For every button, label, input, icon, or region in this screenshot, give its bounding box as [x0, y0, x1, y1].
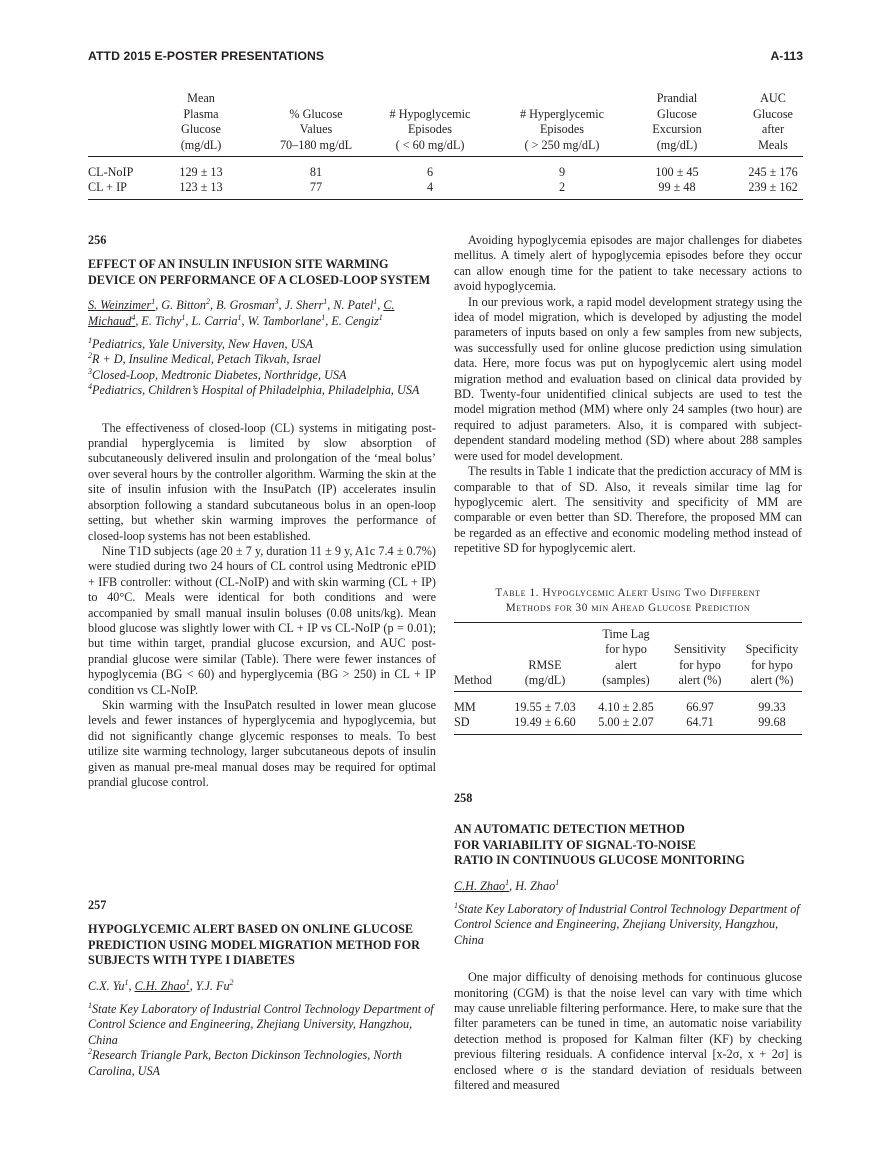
affiliation-marker: 2 — [88, 1047, 92, 1057]
affiliation-marker: 1 — [124, 977, 129, 987]
table-cell: 5.00 ± 2.07 — [598, 714, 654, 729]
affiliation: $^2$R + D, Insuline Medical, Petach Tikvah, Israel — [88, 351, 321, 367]
affiliation-marker: 1 — [378, 312, 383, 322]
author-name: W. Tamborlane$^1$ — [247, 312, 326, 328]
table-cell: 66.97 — [686, 699, 714, 714]
abstract-number: 258 — [454, 791, 473, 805]
table-row — [454, 700, 802, 715]
affiliation-marker: 1 — [151, 297, 156, 307]
paragraph: In our previous work, a rapid model development strategy using the idea of model migration, which is developed by adjusting the model parameters of inputs based on only a few samples from new subjects, was successfully used for online glucose prediction using simulation data. Here, more focus was put on hypoglycemic alert using model migration method and evaluation based on clinical data provided by BD. Twenty-four unidentified clinical subjects are used to test the model migration method (MM) where only 24 samples (two hour) are required to adjust parameters. Also, it is compared with subject-dependent standard modeling method (SD) where about 288 samples were used for model development. — [454, 294, 802, 463]
paragraph: Nine T1D subjects (age 20 ± 7 y, duration 11 ± 9 y, A1c 7.4 ± 0.7%) were studied during two 24 hours of CL control using Medtronic ePID + IFB controller: without (CL-NoIP) and with skin warming (CL + IP) to 40°C. Meals were identical for both conditions and were accompanied by small manual insulin boluses (0.08 units/kg). Mean blood glucose was slightly lower with CL + IP vs CL-NoIP (p = 0.01); but time within target, prandial glucose excursion, and AUC post-prandial glucose were similar (Table). There were fewer instances of hypoglycemia (BG < 60) and hyperglycemia (BG > 250) in CL + IP condition vs CL-NoIP. — [88, 543, 436, 697]
author-name: S. Weinzimer$^1$ — [88, 297, 156, 313]
hypo-alert-table — [454, 622, 802, 736]
abstract-258 — [454, 791, 802, 1094]
affiliation-marker: 1 — [373, 297, 378, 307]
affiliation-marker: 1 — [454, 900, 458, 910]
paragraph: One major difficulty of denoising methods for continuous glucose monitoring (CGM) is that the noise level can vary with time which may cause unreliable filtering performance. Here, to make sure that the filter parameters can be tuned in time, an automatic noise variability detection method is proposed for Kalman filter (KF) by checking previous filtering residuals. A confidence interval [x-2σ, x + 2σ] is enclosed where σ is the standard deviation of residuals between filtered and measured — [454, 970, 802, 1093]
abstract-title: HYPOGLYCEMIC ALERT BASED ON ONLINE GLUCOSE PREDICTION USING MODEL MIGRATION METHOD FOR SUBJECTS WITH TYPE I DIABETES — [88, 922, 420, 968]
table-cell: CL-NoIP — [88, 165, 134, 179]
paragraph: The effectiveness of closed-loop (CL) systems in mitigating post-prandial hyperglycemia is limited by slow absorption of subcutaneously delivered insulin and prolongation of the ‘meal bolus’ over several hours by the controller algorithm. Warming the skin at the site of insulin infusion with the InsuPatch (IP) accelerates insulin absorption following a standard subcutaneous bolus in an open-loop setting, but whether skin warming improves the performance of closed-loop systems has not been established. — [88, 420, 436, 543]
affiliation-list — [88, 337, 436, 399]
affiliation-marker: 1 — [185, 977, 190, 987]
affiliation-marker: 1 — [88, 1000, 92, 1010]
paragraph: Avoiding hypoglycemia episodes are major challenges for diabetes mellitus. A timely alert of hypoglycemia episodes before they occur can allow enough time for the patient to take necessary actions to avoid hypoglycemia. — [454, 233, 802, 294]
affiliation: $^3$Closed-Loop, Medtronic Diabetes, Northridge, USA — [88, 366, 347, 382]
author-name: H. Zhao$^1$ — [515, 877, 560, 893]
table-cell: 81 — [309, 165, 323, 179]
affiliation-marker: 1 — [181, 312, 186, 322]
table-cell: 77 — [309, 180, 323, 195]
affiliation-marker: 2 — [205, 297, 210, 307]
author-name: L. Carria$^1$ — [191, 312, 242, 328]
table-body — [454, 692, 802, 735]
affiliation-marker: 3 — [274, 297, 279, 307]
affiliation: $^1$State Key Laboratory of Industrial Control Technology Department of Control Science and Engineering, Zhejiang University, Hangzhou, China — [454, 900, 800, 947]
abstract-number: 257 — [88, 898, 107, 912]
table-cell: CL + IP — [88, 180, 127, 195]
affiliation-list — [454, 902, 802, 948]
page-number: A-113 — [770, 49, 803, 63]
table-cell: 6 — [426, 165, 434, 179]
author-name: C.X. Yu$^1$ — [88, 977, 129, 993]
abstract-257-header — [88, 898, 436, 1079]
affiliation-marker: 1 — [505, 877, 510, 887]
affiliation-list — [88, 1002, 436, 1079]
column-header: RMSE (mg/dL) — [524, 657, 566, 688]
author-name: Y.J. Fu$^2$ — [195, 977, 234, 993]
author-name: N. Patel$^1$ — [333, 297, 378, 313]
table-cell: 99.68 — [758, 714, 786, 729]
title-line: RATIO IN CONTINUOUS GLUCOSE MONITORING — [454, 853, 745, 868]
table-cell: 19.55 ± 7.03 — [514, 699, 576, 714]
column-header: Mean Plasma Glucose (mg/dL) — [180, 91, 222, 152]
abstract-body — [88, 421, 436, 791]
table-cell: 129 ± 13 — [179, 165, 223, 179]
author-list: S. Weinzimer$^1$, G. Bitton$^2$, B. Grosman$^3$, J. Sherr$^1$, N. Patel$^1$, C. Michaud$^4$, E. Tichy$^1$, L. Carria$^1$, W. Tamborlane$^1$, E. Cengiz$^1$ — [88, 297, 395, 328]
author-list: C.X. Yu$^1$, C.H. Zhao$^1$, Y.J. Fu$^2$ — [88, 977, 234, 993]
table-row — [88, 165, 803, 180]
author-name: B. Grosman$^3$ — [216, 297, 279, 313]
table-row — [88, 180, 803, 195]
table-cell: 4.10 ± 2.85 — [598, 699, 654, 714]
abstract-number: 256 — [88, 233, 107, 247]
affiliation-marker: 4 — [88, 382, 92, 392]
table-cell: 239 ± 162 — [748, 180, 798, 195]
title-line: AN AUTOMATIC DETECTION METHOD — [454, 822, 685, 837]
abstract-257-body — [454, 233, 802, 735]
paragraph: The results in Table 1 indicate that the prediction accuracy of MM is comparable to that of SD. Also, it reveals similar time lag for hypoglycemic alert. The sensitivity and specificity of MM are comparable or even better than SD. Therefore, the proposed MM can be regarded as an effective and economic modeling method instead of repetitive SD for hypoglycemic alert. — [454, 464, 802, 556]
affiliation-marker: 2 — [229, 977, 234, 987]
affiliation-marker: 4 — [131, 312, 136, 322]
author-name: J. Sherr$^1$ — [284, 297, 328, 313]
abstract-title: EFFECT OF AN INSULIN INFUSION SITE WARMING DEVICE ON PERFORMANCE OF A CLOSED-LOOP SYSTEM — [88, 257, 431, 287]
affiliation-marker: 1 — [237, 312, 242, 322]
author-name: C.H. Zhao$^1$ — [134, 977, 190, 993]
table-cell: 123 ± 13 — [179, 180, 223, 195]
table-header-row — [88, 84, 803, 157]
table-caption: Methods for 30 min Ahead Glucose Prediction — [505, 601, 751, 614]
abstract-256 — [88, 233, 436, 790]
table-body — [88, 157, 803, 200]
column-header: Prandial Glucose Excursion (mg/dL) — [652, 91, 702, 152]
running-header-title: ATTD 2015 E-POSTER PRESENTATIONS — [88, 49, 325, 63]
table-cell: 64.71 — [686, 714, 714, 729]
column-header: # Hypoglycemic Episodes ( < 60 mg/dL) — [389, 106, 471, 152]
table-cell: MM — [454, 699, 476, 714]
author-name: G. Bitton$^2$ — [161, 297, 210, 313]
author-name: E. Cengiz$^1$ — [331, 312, 383, 328]
affiliation: $^2$Research Triangle Park, Becton Dickinson Technologies, North Carolina, USA — [88, 1047, 402, 1078]
table-cell: 4 — [426, 180, 434, 195]
column-header: % Glucose Values 70–180 mg/dL — [279, 106, 353, 152]
column-header: AUC Glucose after Meals — [753, 91, 793, 152]
column-header: Method — [454, 673, 492, 688]
table-cell: 245 ± 176 — [748, 165, 798, 179]
affiliation-marker: 1 — [555, 877, 560, 887]
table-cell: 99.33 — [758, 699, 786, 714]
affiliation: $^1$State Key Laboratory of Industrial Control Technology Department of Control Science and Engineering, Zhejiang University, Hangzhou, China — [88, 1000, 434, 1047]
column-header: Specificity for hypo alert (%) — [745, 642, 799, 688]
table-row — [454, 715, 802, 730]
table-cell: 99 ± 48 — [658, 180, 696, 195]
column-header: Time Lag for hypo alert (samples) — [602, 626, 650, 688]
table-cell: 9 — [558, 165, 566, 179]
author-name: E. Tichy$^1$ — [141, 312, 186, 328]
table-cell: SD — [454, 714, 470, 729]
table-1 — [454, 586, 802, 736]
author-list: C.H. Zhao$^1$, H. Zhao$^1$ — [454, 877, 560, 893]
affiliation: $^1$Pediatrics, Yale University, New Haven, USA — [88, 335, 313, 352]
affiliation-marker: 1 — [88, 335, 92, 345]
table-cell: 100 ± 45 — [655, 165, 699, 179]
column-header: Sensitivity for hypo alert (%) — [673, 642, 727, 688]
table-cell: 19.49 ± 6.60 — [514, 714, 576, 729]
column-header: # Hyperglycemic Episodes ( > 250 mg/dL) — [519, 106, 605, 152]
table-caption: Table 1. Hypoglycemic Alert Using Two Different — [495, 586, 761, 599]
paragraph: Skin warming with the InsuPatch resulted in lower mean glucose levels and fewer instances of hyperglycemia and hypoglycemia, but did not significantly change glycemic responses to meals. To best utilize site warming technology, larger subcutaneous depots of insulin given as manual pre-meal manual doses may be required for optimal prandial glucose control. — [88, 697, 436, 789]
table-header-row — [454, 623, 802, 692]
title-line: FOR VARIABILITY OF SIGNAL-TO-NOISE — [454, 837, 696, 852]
affiliation: $^4$Pediatrics, Children’s Hospital of Philadelphia, Philadelphia, USA — [88, 382, 420, 398]
affiliation-marker: 2 — [88, 351, 92, 361]
author-name: C.H. Zhao$^1$ — [454, 877, 510, 893]
affiliation-marker: 3 — [88, 366, 92, 376]
author-name: C. Michaud$^4$ — [88, 298, 395, 328]
affiliation-marker: 1 — [323, 297, 328, 307]
table-cell: 2 — [558, 180, 566, 195]
affiliation-marker: 1 — [321, 312, 326, 322]
results-table-256 — [88, 84, 803, 200]
abstract-title — [454, 822, 802, 868]
